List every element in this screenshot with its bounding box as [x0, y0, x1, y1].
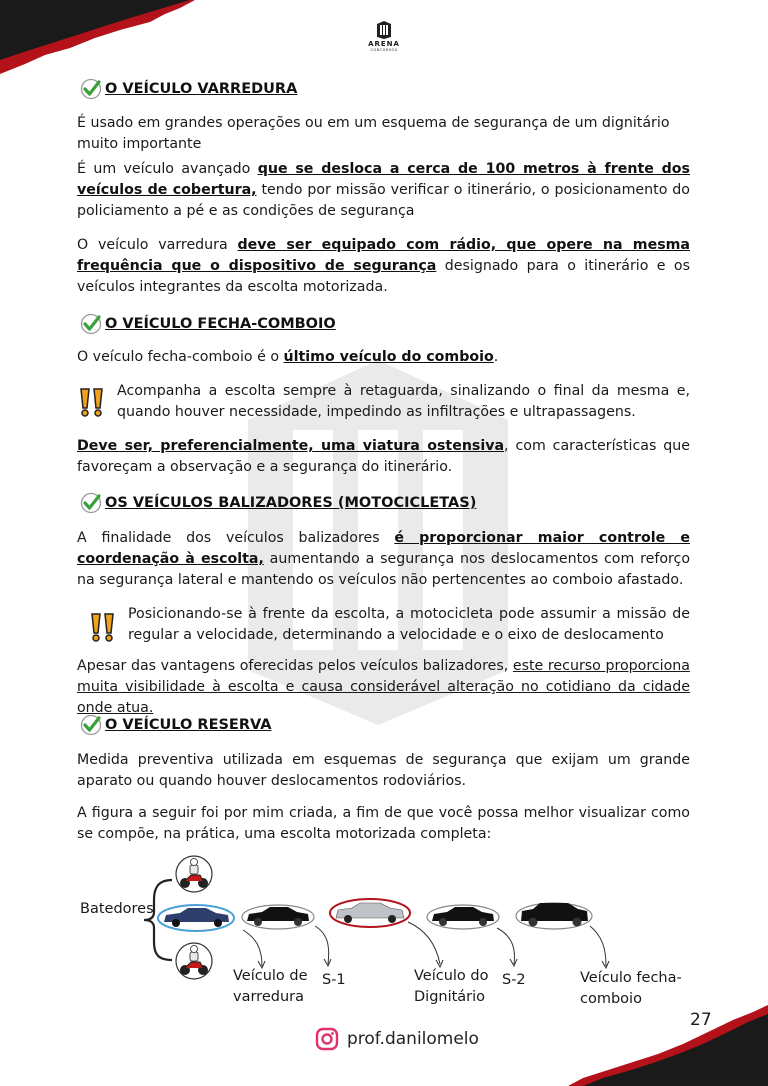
emphasis-text: que se desloca a cerca de 100 metros à frente dos veículos de cobertura, — [77, 161, 690, 198]
logo-subtext: CONCURSOS — [370, 48, 398, 52]
text: Veículo de — [233, 968, 308, 984]
paragraph — [77, 656, 690, 719]
section-title: OS VEÍCULOS BALIZADORES (MOTOCICLETAS) — [105, 495, 477, 511]
car-dignitario-icon — [330, 899, 410, 927]
text: Veículo do — [414, 968, 489, 984]
car-s2-icon — [427, 905, 499, 929]
section-title: O VEÍCULO RESERVA — [105, 717, 272, 733]
label-s2: S-2 — [502, 972, 526, 988]
text: Veículo fecha- — [580, 970, 682, 986]
arena-logo-icon — [375, 20, 393, 40]
emphasis-text: deve ser equipado com rádio, que opere na mesma frequência que o dispositivo de segurança — [77, 237, 690, 274]
paragraph — [77, 803, 690, 845]
warning-icon — [78, 386, 106, 418]
check-icon — [80, 714, 102, 736]
top-left-corner-decoration — [0, 0, 200, 80]
label-batedores: Batedores — [80, 901, 154, 917]
paragraph — [77, 235, 690, 298]
text: A figura a seguir foi por mim criada, a fim de que você possa melhor visualizar como se compõe, na prática, uma escolta motorizada completa: — [77, 805, 690, 842]
text: . — [493, 349, 499, 365]
note-paragraph — [128, 604, 690, 646]
check-icon — [80, 313, 102, 335]
note-paragraph — [117, 381, 690, 423]
label-fecha-comboio — [580, 968, 682, 1010]
paragraph — [77, 113, 690, 155]
car-varredura-icon — [158, 905, 234, 931]
emphasis-text: Deve ser, preferencialmente, uma viatura ostensiva — [77, 438, 505, 454]
motorcade-diagram — [140, 850, 610, 980]
instagram-icon[interactable] — [315, 1027, 339, 1051]
text: O veículo fecha-comboio é o — [77, 349, 284, 365]
motorcycle-icon — [176, 943, 212, 979]
text: tendo por missão verificar o itinerário, o posicionamento do policiamento a pé e as condições de segurança — [77, 182, 690, 219]
text: A finalidade dos veículos balizadores — [77, 530, 395, 546]
text: , com características que favoreçam a observação e a segurança do itinerário. — [77, 438, 690, 475]
emphasis-text: é proporcionar maior controle e coordenação à escolta, — [77, 530, 690, 567]
section-title: O VEÍCULO FECHA-COMBOIO — [105, 316, 336, 332]
brand-logo — [364, 20, 404, 52]
text: comboio — [580, 991, 642, 1007]
text: Apesar das vantagens oferecidas pelos veículos balizadores, — [77, 658, 513, 674]
text: Dignitário — [414, 989, 486, 1005]
text: Medida preventiva utilizada em esquemas de segurança que exijam um grande aparato ou quando houver deslocamentos rodoviários. — [77, 752, 690, 789]
text: aumentando a segurança nos deslocamentos com reforço na segurança lateral e mantendo os veículos não pertencentes ao comboio afastado. — [77, 551, 691, 588]
emphasis-text: último veículo do comboio — [283, 349, 494, 365]
paragraph — [77, 159, 690, 222]
heading-reserva — [80, 714, 271, 736]
label-varredura — [233, 966, 308, 1008]
text: É usado em grandes operações ou em um esquema de segurança de um dignitário muito importante — [77, 115, 670, 152]
car-s1-icon — [242, 905, 314, 929]
section-title: O VEÍCULO VARREDURA — [105, 81, 298, 97]
page-number: 27 — [690, 1010, 712, 1030]
footer-handle[interactable]: prof.danilomelo — [347, 1029, 479, 1049]
car-fecha-comboio-icon — [516, 903, 592, 929]
text: O veículo varredura — [77, 237, 238, 253]
text: varredura — [233, 989, 304, 1005]
heading-varredura — [80, 78, 297, 100]
label-s1: S-1 — [322, 972, 346, 988]
heading-balizadores — [80, 492, 476, 514]
paragraph — [77, 436, 690, 478]
text: designado para o itinerário e os veículos integrantes da escolta motorizada. — [77, 258, 690, 295]
check-icon — [80, 492, 102, 514]
paragraph — [77, 528, 690, 591]
warning-icon — [89, 611, 117, 643]
paragraph — [77, 750, 690, 792]
check-icon — [80, 78, 102, 100]
motorcycle-icon — [176, 856, 212, 892]
label-dignitario — [414, 966, 489, 1008]
bottom-right-corner-decoration — [568, 1000, 768, 1086]
heading-fecha-comboio — [80, 313, 336, 335]
underlined-text: este recurso proporciona muita visibilidade à escolta e causa considerável alteração no cotidiano da cidade onde atua. — [77, 658, 690, 716]
footer — [315, 1027, 479, 1051]
paragraph — [77, 347, 690, 368]
text: É um veículo avançado — [77, 161, 258, 177]
text: Posicionando-se à frente da escolta, a motocicleta pode assumir a missão de regular a velocidade, determinando a velocidade e o eixo de deslocamento — [128, 606, 690, 643]
text: Acompanha a escolta sempre à retaguarda, sinalizando o final da mesma e, quando houver necessidade, impedindo as infiltrações e ultrapassagens. — [117, 383, 690, 420]
logo-text: ARENA — [368, 40, 400, 48]
